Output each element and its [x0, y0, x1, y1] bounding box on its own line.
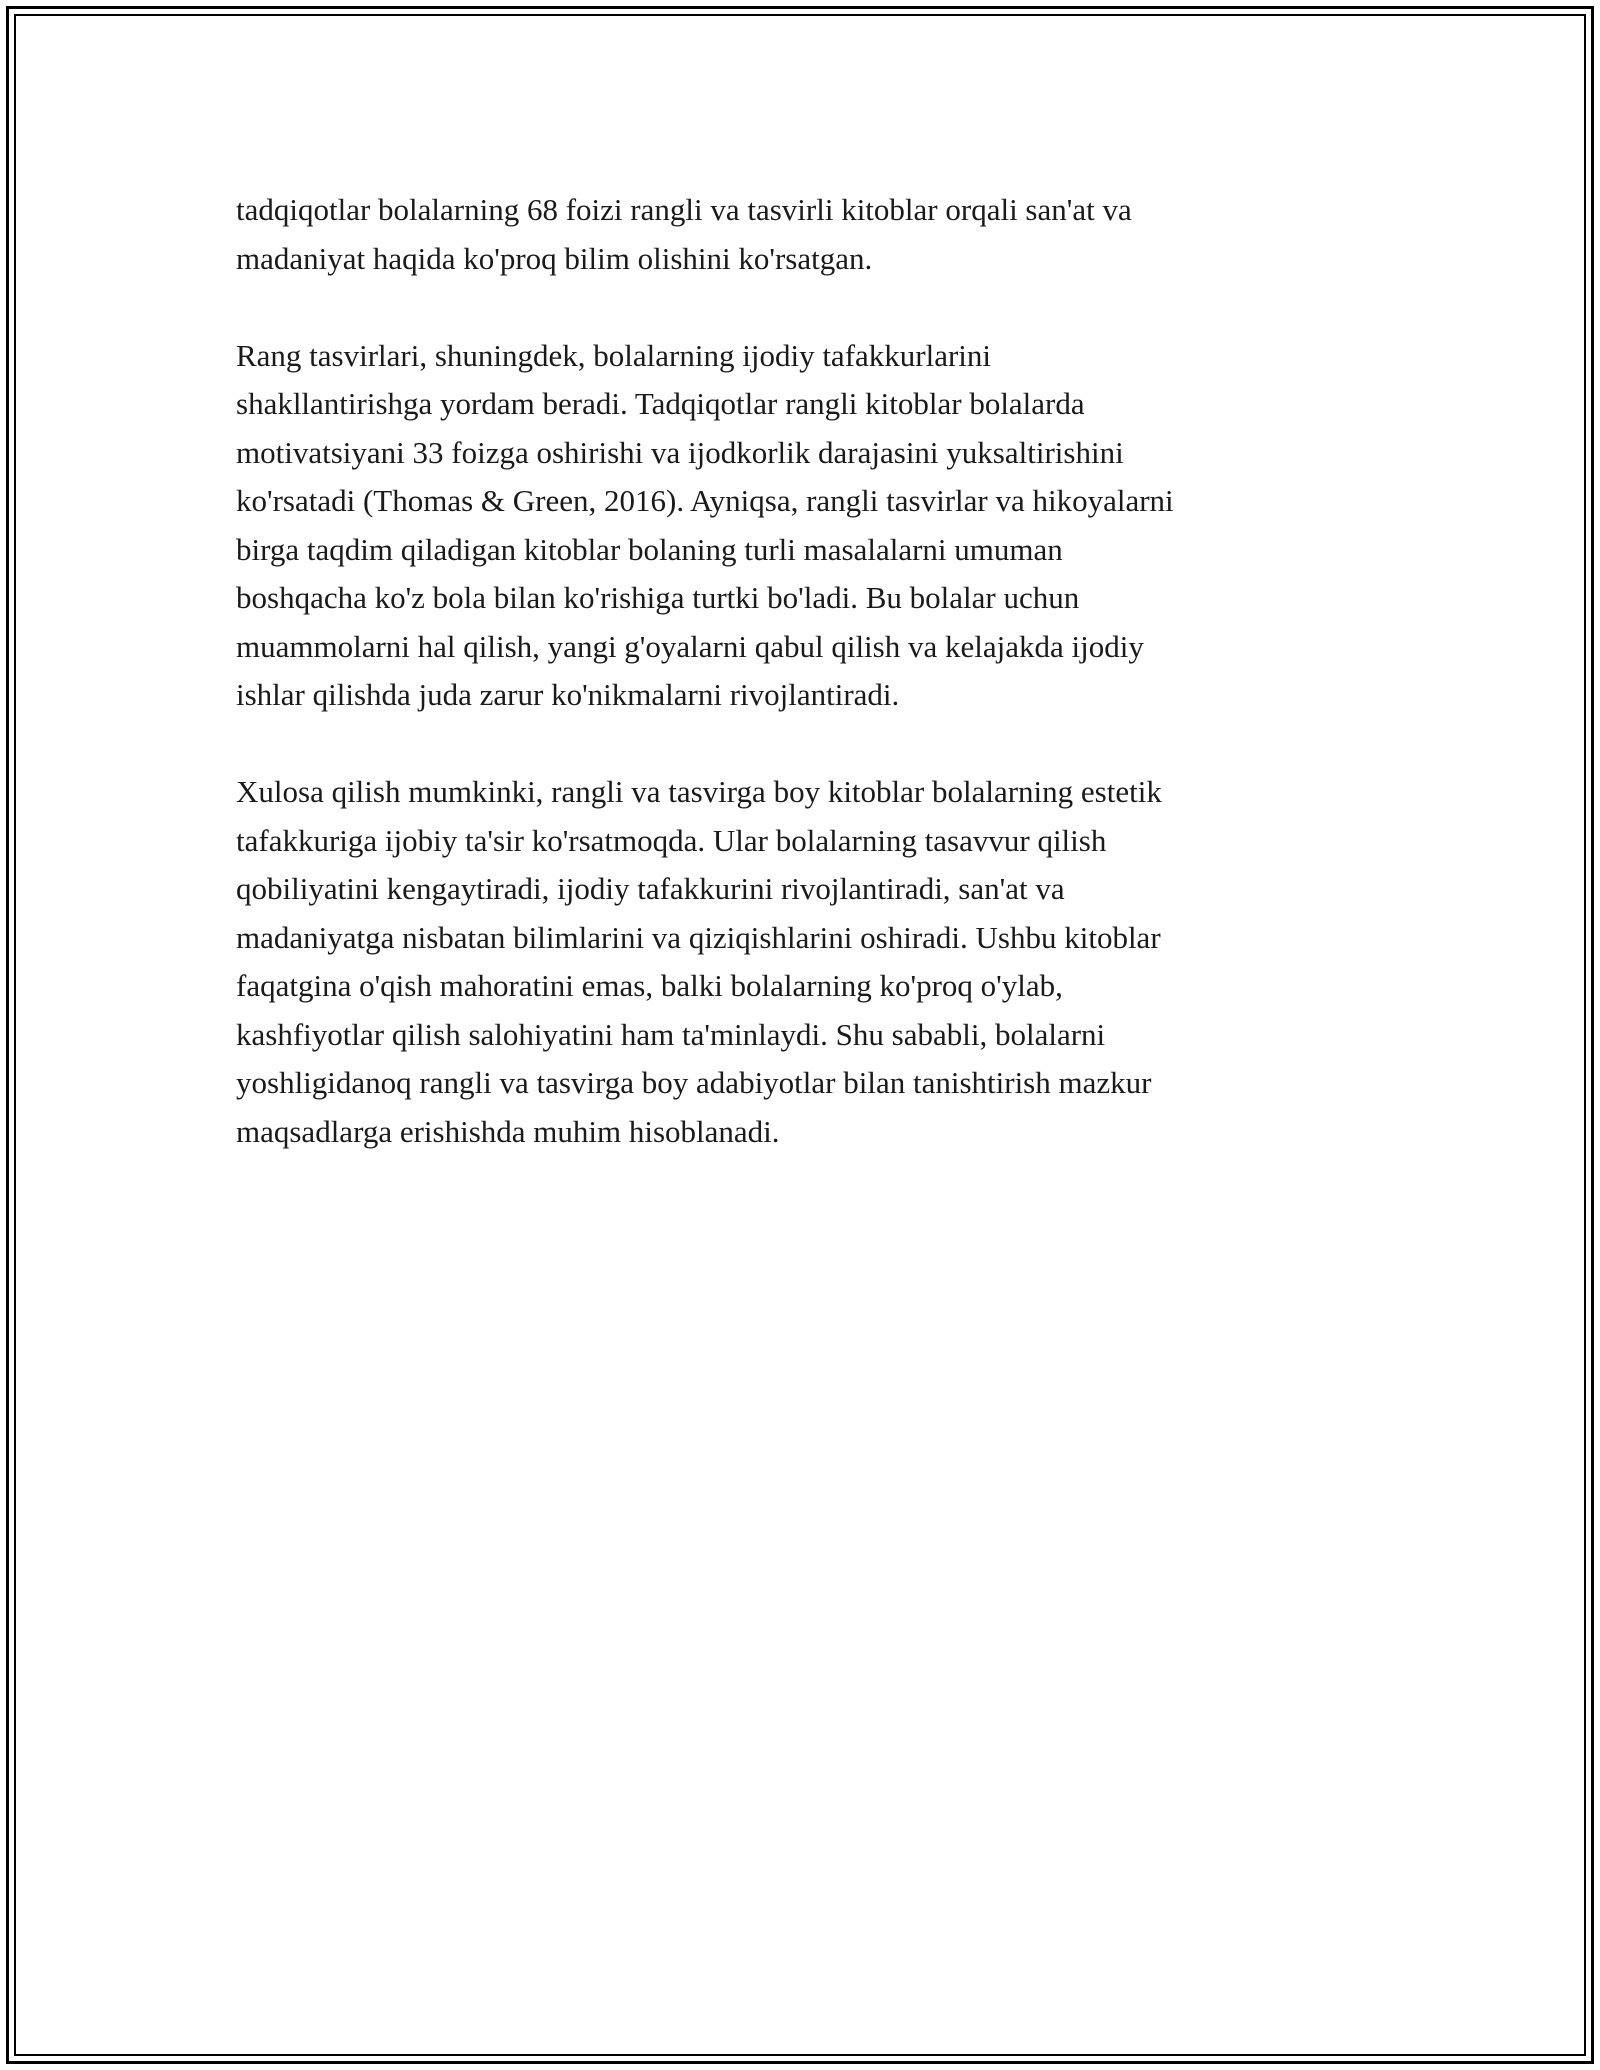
text-line: motivatsiyani 33 foizga oshirishi va ijodkorlik darajasini yuksaltirishini: [236, 434, 1124, 470]
text-line: kashfiyotlar qilish salohiyatini ham ta'minlaydi. Shu sababli, bolalarni: [236, 1016, 1106, 1052]
paragraph-2: [236, 332, 1366, 720]
text-line: faqatgina o'qish mahoratini emas, balki bolalarning ko'proq o'ylab,: [236, 968, 1063, 1003]
text-line: madaniyat haqida ko'proq bilim olishini ko'rsatgan.: [236, 240, 873, 276]
text-line: maqsadlarga erishishda muhim hisoblanadi.: [236, 1113, 780, 1149]
text-line: tafakkuriga ijobiy ta'sir ko'rsatmoqda. Ular bolalarning tasavvur qilish: [236, 822, 1107, 858]
text-line: Xulosa qilish mumkinki, rangli va tasvirga boy kitoblar bolalarning estetik: [236, 774, 1162, 809]
text-line: shakllantirishga yordam beradi. Tadqiqotlar rangli kitoblar bolalarda: [236, 386, 1085, 421]
text-line: qobiliyatini kengaytiradi, ijodiy tafakkurini rivojlantiradi, san'at va: [236, 871, 1065, 906]
text-line: birga taqdim qiladigan kitoblar bolaning turli masalalarni umuman: [236, 531, 1063, 567]
text-line: ishlar qilishda juda zarur ko'nikmalarni rivojlantiradi.: [236, 677, 900, 712]
text-line: yoshligidanoq rangli va tasvirga boy adabiyotlar bilan tanishtirish mazkur: [236, 1065, 1152, 1100]
document-body: [236, 186, 1366, 1205]
text-line: madaniyatga nisbatan bilimlarini va qiziqishlarini oshiradi. Ushbu kitoblar: [236, 919, 1161, 955]
text-line: ko'rsatadi (Thomas & Green, 2016). Ayniqsa, rangli tasvirlar va hikoyalarni: [236, 483, 1174, 518]
paragraph-3: [236, 768, 1366, 1156]
paragraph-1: [236, 186, 1366, 283]
text-line: tadqiqotlar bolalarning 68 foizi rangli va tasvirli kitoblar orqali san'at va: [236, 192, 1132, 227]
text-line: boshqacha ko'z bola bilan ko'rishiga turtki bo'ladi. Bu bolalar uchun: [236, 580, 1080, 615]
text-line: Rang tasvirlari, shuningdek, bolalarning ijodiy tafakkurlarini: [236, 337, 992, 373]
text-line: muammolarni hal qilish, yangi g'oyalarni qabul qilish va kelajakda ijodiy: [236, 628, 1144, 664]
